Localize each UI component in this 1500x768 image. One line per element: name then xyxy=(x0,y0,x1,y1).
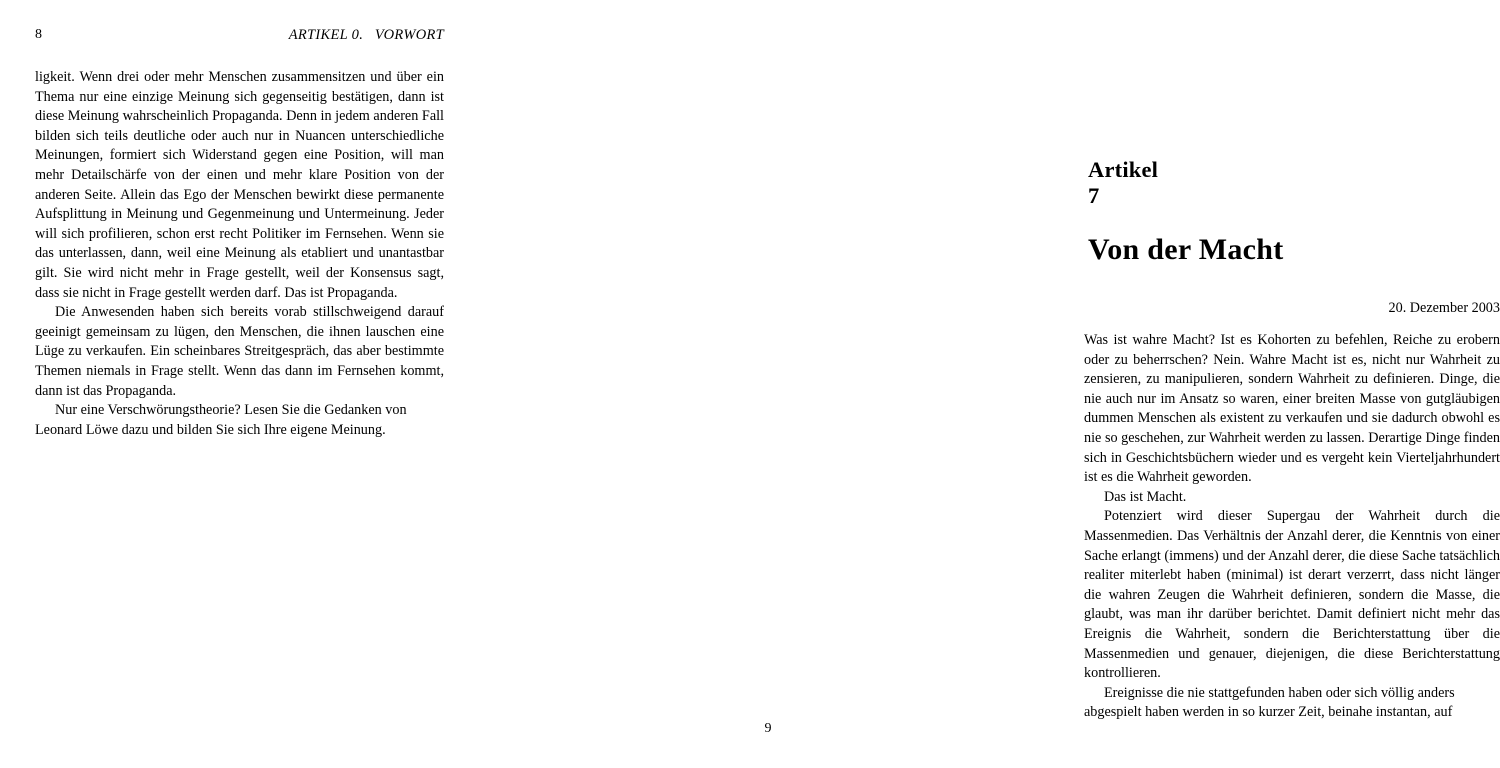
right-page xyxy=(512,0,1500,768)
right-page-body xyxy=(1084,331,1500,723)
page-title: Von der Macht xyxy=(1088,233,1284,267)
paragraph: Potenziert wird dieser Supergau der Wahrheit durch die Massenmedien. Das Verhältnis der Anzahl derer, die Kenntnis von einer Sache erlangt (immens) und der Anzahl derer, die diese Sache tatsächlich realiter miterlebt haben (minimal) ist derart verzerrt, dass nicht länger die wahren Zeugen die Wahrheit definieren, sondern die Masse, die glaubt, was man ihr darüber berichtet. Damit definiert nicht mehr das Ereignis die Wahrheit, sondern die Berichterstattung über die Massenmedien und genauer, diejenigen, die diese Berichterstattung kontrollieren. xyxy=(1084,508,1500,682)
chapter-number: Artikel 7 xyxy=(1088,157,1159,208)
paragraph: Nur eine Verschwörungstheorie? Lesen Sie die Gedanken von Leonard Löwe dazu und bilden Sie sich Ihre eigene Meinung. xyxy=(35,402,407,438)
paragraph: ligkeit. Wenn drei oder mehr Menschen zusammensitzen und über ein Thema nur eine einzige Meinung sich gegenseitig bestätigen, dann ist diese Meinung wahrscheinlich Propaganda. Denn in jedem anderen Fall bilden sich teils deutliche oder auch nur in Nuancen unterschiedliche Meinungen, formiert sich Widerstand gegen eine Position, will man mehr Detailschärfe von der einen und mehr klare Position von der anderen Seite. Allein das Ego der Menschen bewirkt diese permanente Aufsplittung in Meinung und Gegenmeinung und Untermeinung. Jeder will sich profilieren, schon erst recht Politiker im Fernsehen. Wenn sie das unterlassen, dann, weil eine Meinung als etabliert und unantastbar gilt. Sie wird nicht mehr in Frage gestellt, weil der Konsensus sagt, dass sie nicht in Frage gestellt werden darf. Das ist Propaganda. xyxy=(35,69,444,301)
paragraph: Was ist wahre Macht? Ist es Kohorten zu befehlen, Reiche zu erobern oder zu beherrschen? Nein. Wahre Macht ist es, nicht nur Wahrheit zu zensieren, zu manipulieren, sondern Wahrheit zu definieren. Dinge, die nie auch nur im Ansatz so waren, einer breiten Masse von gutgläubigen dummen Menschen als existent zu verkaufen und sie dadurch obwohl es nie so geschehen, zur Wahrheit werden zu lassen. Derartige Dinge finden sich in Geschichtsbüchern wieder und es vergeht kein Vierteljahrhundert ist es die Wahrheit geworden. xyxy=(1084,332,1500,486)
left-page xyxy=(0,0,512,768)
running-head-title: ARTIKEL 0. VORWORT xyxy=(288,27,444,43)
page-number-left: 8 xyxy=(35,27,43,42)
page-number-right: 9 xyxy=(764,721,772,736)
paragraph: Die Anwesenden haben sich bereits vorab stillschweigend darauf geeinigt gemeinsam zu lügen, den Menschen, die ihnen lauschen eine Lüge zu verkaufen. Ein scheinbares Streitgespräch, das aber bestimmte Themen niemals in Frage stellt. Wenn das dann im Fernsehen kommt, dann ist das Propaganda. xyxy=(35,304,444,399)
chapter-date: 20. Dezember 2003 xyxy=(1388,300,1500,316)
running-head-left xyxy=(35,27,444,47)
paragraph: Das ist Macht. xyxy=(1104,488,1187,505)
paragraph: Ereignisse die nie stattgefunden haben oder sich völlig anders abgespielt haben werden in so kurzer Zeit, beinahe instantan, auf xyxy=(1084,684,1455,721)
left-page-body xyxy=(35,68,444,440)
